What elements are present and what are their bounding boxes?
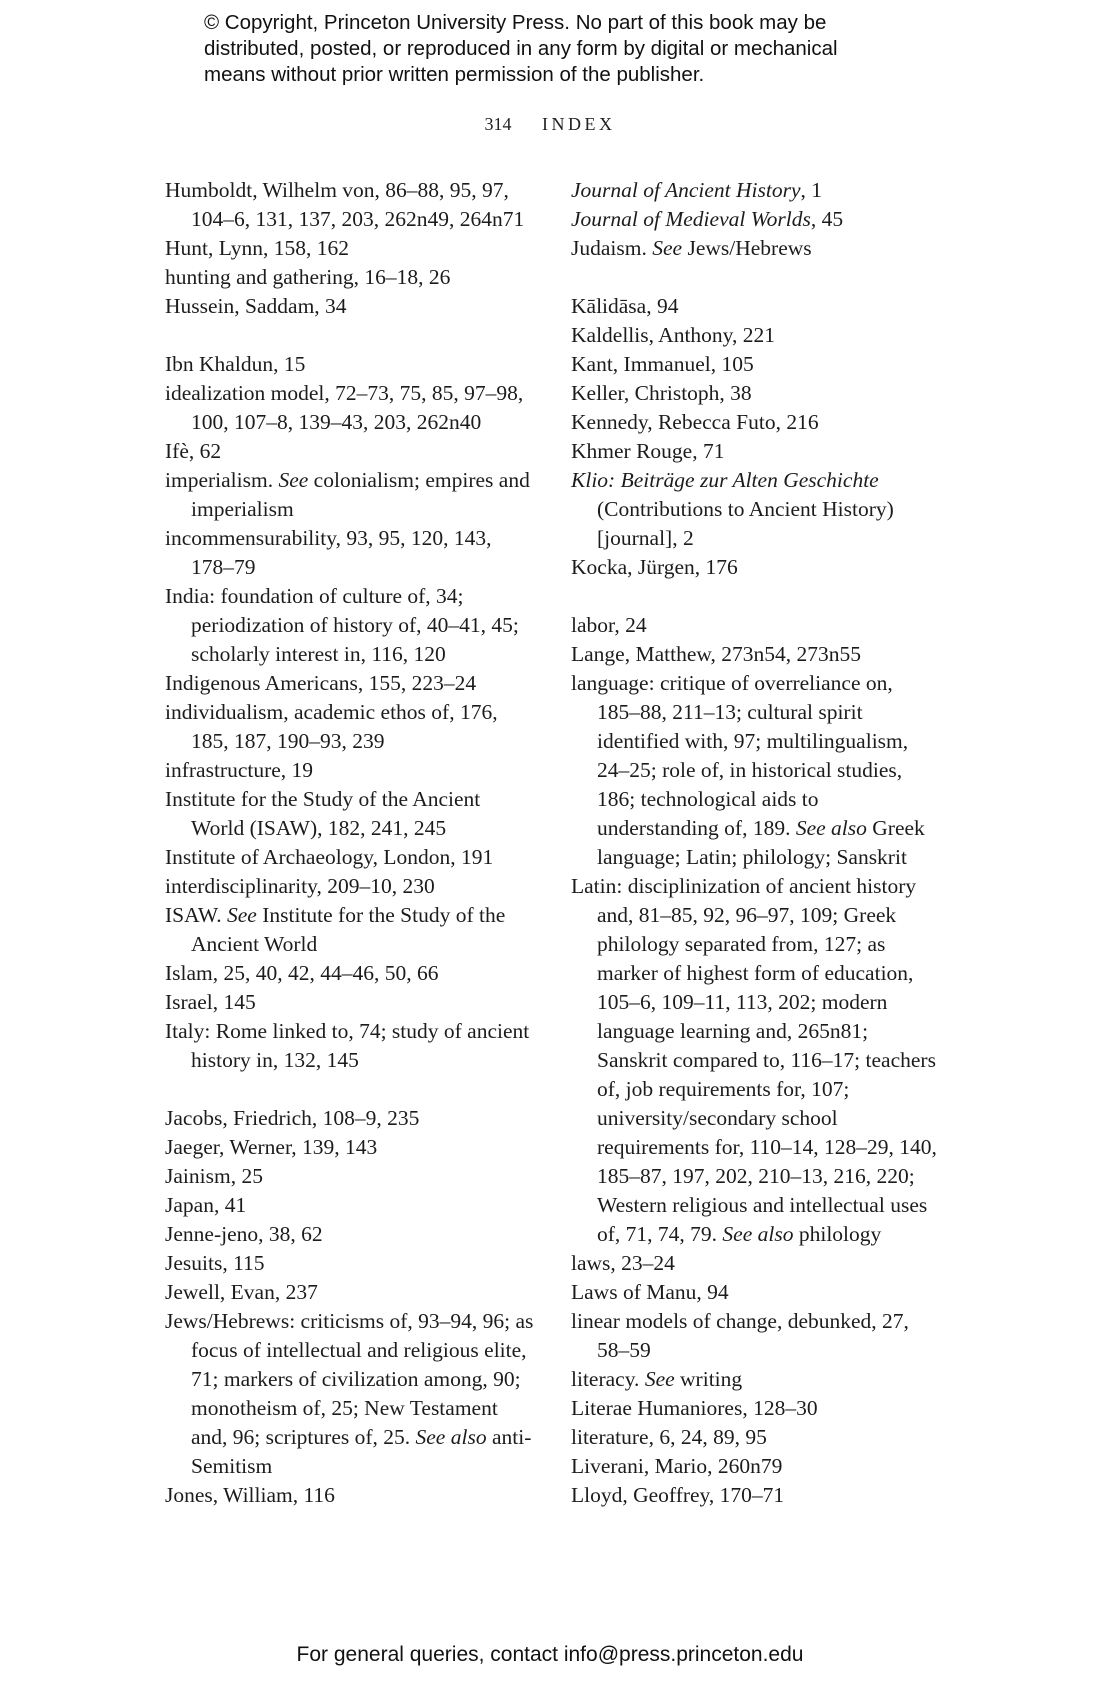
index-entry: Keller, Christoph, 38	[571, 381, 752, 405]
index-entry: Hussein, Saddam, 34	[165, 294, 347, 318]
index-entry: Jacobs, Friedrich, 108–9, 235	[165, 1106, 420, 1130]
index-entry: Lange, Matthew, 273n54, 273n55	[571, 642, 861, 666]
index-entry: Jenne-jeno, 38, 62	[165, 1222, 323, 1246]
index-entry: individualism, academic ethos of, 176, 185, 187, 190–93, 239	[165, 700, 498, 753]
copyright-notice	[204, 10, 964, 88]
index-entry: laws, 23–24	[571, 1251, 675, 1275]
index-column-left	[165, 176, 535, 1510]
index-entry: interdisciplinarity, 209–10, 230	[165, 874, 435, 898]
index-entry: India: foundation of culture of, 34; periodization of history of, 40–41, 45; scholarly interest in, 116, 120	[165, 584, 519, 666]
running-head	[0, 114, 1100, 135]
letter-gap	[571, 582, 941, 611]
index-entry: Kaldellis, Anthony, 221	[571, 323, 776, 347]
index-entry: Klio: Beiträge zur Alten Geschichte (Contributions to Ancient History) [journal], 2	[571, 468, 894, 550]
index-entry: language: critique of overreliance on, 185–88, 211–13; cultural spirit identified with, 97; multilingualism, 24–25; role of, in historical studies, 186; technological aids to understanding of, 189. See also Greek language; Latin; philology; Sanskrit	[571, 671, 925, 869]
index-entry: infrastructure, 19	[165, 758, 314, 782]
index-entry: Latin: disciplinization of ancient history and, 81–85, 92, 96–97, 109; Greek philology separated from, 127; as marker of highest form of education, 105–6, 109–11, 113, 202; modern language learning and, 265n81; Sanskrit compared to, 116–17; teachers of, job requirements for, 107; university/secondary school requirements for, 110–14, 128–29, 140, 185–87, 197, 202, 210–13, 216, 220; Western religious and intellectual uses of, 71, 74, 79. See also philology	[571, 874, 937, 1246]
index-entry: incommensurability, 93, 95, 120, 143, 178–79	[165, 526, 492, 579]
index-entry: Islam, 25, 40, 42, 44–46, 50, 66	[165, 961, 439, 985]
letter-gap	[571, 263, 941, 292]
index-entry: Ifè, 62	[165, 439, 222, 463]
index-entry: Jaeger, Werner, 139, 143	[165, 1135, 378, 1159]
index-entry: Hunt, Lynn, 158, 162	[165, 236, 349, 260]
index-entry: idealization model, 72–73, 75, 85, 97–98, 100, 107–8, 139–43, 203, 262n40	[165, 381, 524, 434]
letter-gap	[165, 321, 535, 350]
index-entry: Kocka, Jürgen, 176	[571, 555, 738, 579]
index-entry: Laws of Manu, 94	[571, 1280, 729, 1304]
section-title: INDEX	[542, 114, 616, 134]
index-entry: Jewell, Evan, 237	[165, 1280, 318, 1304]
index-entry: ISAW. See Institute for the Study of the Ancient World	[165, 903, 506, 956]
index-entry: Jews/Hebrews: criticisms of, 93–94, 96; as focus of intellectual and religious elite, 71; markers of civilization among, 90; monotheism of, 25; New Testament and, 96; scriptures of, 25. See also anti-Semitism	[165, 1309, 534, 1478]
index-entry: imperialism. See colonialism; empires and imperialism	[165, 468, 530, 521]
index-entry: Jones, William, 116	[165, 1483, 335, 1507]
index-entry: Kālidāsa, 94	[571, 294, 679, 318]
index-entry: hunting and gathering, 16–18, 26	[165, 265, 451, 289]
page-number: 314	[484, 114, 512, 134]
copyright-line: means without prior written permission of the publisher.	[204, 63, 705, 86]
index-entry: Jainism, 25	[165, 1164, 263, 1188]
index-entry: Liverani, Mario, 260n79	[571, 1454, 783, 1478]
index-entry: Japan, 41	[165, 1193, 247, 1217]
index-entry: Lloyd, Geoffrey, 170–71	[571, 1483, 785, 1507]
index-entry: labor, 24	[571, 613, 647, 637]
index-entry: Khmer Rouge, 71	[571, 439, 725, 463]
index-entry: Kant, Immanuel, 105	[571, 352, 754, 376]
index-column-right	[571, 176, 941, 1510]
index-entry: linear models of change, debunked, 27, 58–59	[571, 1309, 909, 1362]
index-entry: Italy: Rome linked to, 74; study of ancient history in, 132, 145	[165, 1019, 530, 1072]
index-entry: literature, 6, 24, 89, 95	[571, 1425, 767, 1449]
index-entry: Literae Humaniores, 128–30	[571, 1396, 818, 1420]
index-entry: Jesuits, 115	[165, 1251, 265, 1275]
index-entry: Kennedy, Rebecca Futo, 216	[571, 410, 819, 434]
index-entry: Israel, 145	[165, 990, 256, 1014]
copyright-line: © Copyright, Princeton University Press. No part of this book may be	[204, 11, 827, 34]
index-entry: Indigenous Americans, 155, 223–24	[165, 671, 477, 695]
index-entry: Institute of Archaeology, London, 191	[165, 845, 494, 869]
index-entry: Humboldt, Wilhelm von, 86–88, 95, 97, 104–6, 131, 137, 203, 262n49, 264n71	[165, 178, 525, 231]
letter-gap	[165, 1075, 535, 1104]
copyright-line: distributed, posted, or reproduced in any form by digital or mechanical	[204, 37, 838, 60]
index-entry: Journal of Medieval Worlds, 45	[571, 207, 844, 231]
footer-contact: For general queries, contact info@press.princeton.edu	[296, 1643, 804, 1666]
index-entry: Ibn Khaldun, 15	[165, 352, 306, 376]
index-entry: literacy. See writing	[571, 1367, 743, 1391]
index-entry: Institute for the Study of the Ancient World (ISAW), 182, 241, 245	[165, 787, 481, 840]
index-entry: Journal of Ancient History, 1	[571, 178, 823, 202]
index-entry: Judaism. See Jews/Hebrews	[571, 236, 812, 260]
